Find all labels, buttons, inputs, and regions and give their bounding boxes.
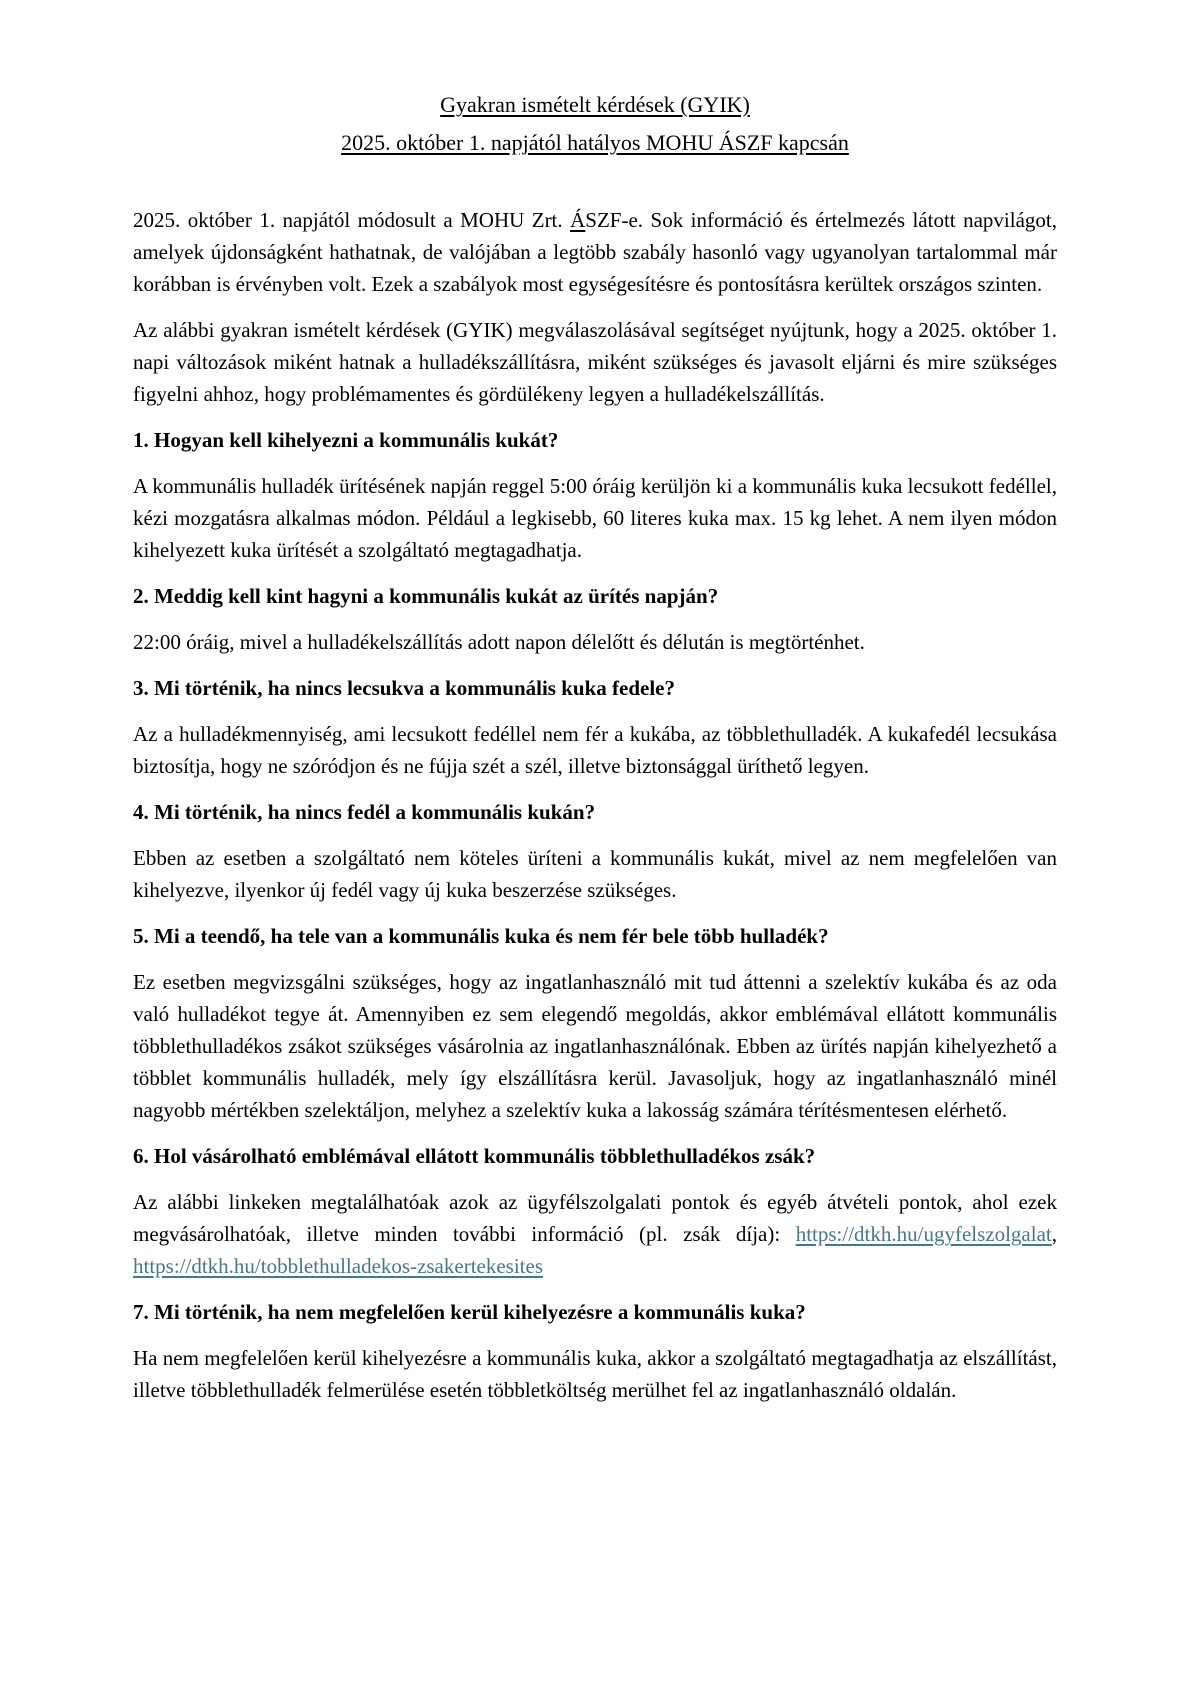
faq-answer-2: 22:00 óráig, mivel a hulladékelszállítás adott napon délelőtt és délután is megtörténhet. [133,630,865,654]
intro-p1-pre: 2025. október 1. napjától módosult a MOHU Zrt. [133,208,571,232]
faq-answer-6-separator: , [1051,1222,1057,1246]
faq-question-1: 1. Hogyan kell kihelyezni a kommunális kukát? [133,428,559,452]
intro-paragraph-1 [133,204,1057,300]
link-zsakertekesites[interactable]: https://dtkh.hu/tobblethulladekos-zsakertekesites [133,1254,544,1278]
faq-answer-4: Ebben az esetben a szolgáltató nem köteles üríteni a kommunális kukát, mivel az nem megfelelően van kihelyezve, ilyenkor új fedél vagy új kuka beszerzése szükséges. [133,846,1057,902]
intro-p1-post: SZF-e. Sok információ és értelmezés látott napvilágot, amelyek újdonságként hathatnak, de valójában a legtöbb szabály hasonló vagy ugyanolyan tartalommal már korábban is érvényben volt. Ezek a szabályok most egységesítésre és pontosításra kerültek országos szinten. [133,208,1057,296]
faq-question-3: 3. Mi történik, ha nincs lecsukva a kommunális kuka fedele? [133,676,675,700]
faq-question-6: 6. Hol vásárolható emblémával ellátott kommunális többlethulladékos zsák? [133,1144,816,1168]
faq-answer-6 [133,1186,1057,1282]
faq-answer-3: Az a hulladékmennyiség, ami lecsukott fedéllel nem fér a kukába, az többlethulladék. A kukafedél lecsukása biztosítja, hogy ne szóródjon és ne fújja szét a szél, illetve biztonsággal üríthető legyen. [133,722,1057,778]
link-ugyfelszolgalat[interactable]: https://dtkh.hu/ugyfelszolgalat [795,1222,1052,1246]
faq-question-5: 5. Mi a teendő, ha tele van a kommunális kuka és nem fér bele több hulladék? [133,924,829,948]
faq-answer-7: Ha nem megfelelően kerül kihelyezésre a kommunális kuka, akkor a szolgáltató megtagadhatja az elszállítást, illetve többlethulladék felmerülése esetén többletköltség merülhet fel az ingatlanhasználó oldalán. [133,1346,1057,1402]
intro-paragraph-2: Az alábbi gyakran ismételt kérdések (GYIK) megválaszolásával segítséget nyújtunk, hogy a 2025. október 1. napi változások miként hatnak a hulladékszállításra, miként szükséges és javasolt eljárni és mire szükséges figyelni ahhoz, hogy problémamentes és gördülékeny legyen a hulladékelszállítás. [133,318,1057,406]
intro-p1-underlined-char: Á [570,208,586,232]
faq-question-4: 4. Mi történik, ha nincs fedél a kommunális kukán? [133,800,596,824]
title-line-2: 2025. október 1. napjától hatályos MOHU ÁSZF kapcsán [341,130,849,155]
faq-question-2: 2. Meddig kell kint hagyni a kommunális kukát az ürítés napján? [133,584,719,608]
faq-answer-1: A kommunális hulladék ürítésének napján reggel 5:00 óráig kerüljön ki a kommunális kuka lecsukott fedéllel, kézi mozgatásra alkalmas módon. Például a legkisebb, 60 literes kuka max. 15 kg lehet. A nem ilyen módon kihelyezett kuka ürítését a szolgáltató megtagadhatja. [133,474,1057,562]
faq-question-7: 7. Mi történik, ha nem megfelelően kerül kihelyezésre a kommunális kuka? [133,1300,806,1324]
document-title [133,86,1057,162]
faq-answer-6-text: Az alábbi linkeken megtalálhatóak azok az ügyfélszolgalati pontok és egyéb átvételi pontok, ahol ezek megvásárolhatóak, illetve minden további információ (pl. zsák díja): [133,1190,1057,1246]
title-line-1: Gyakran ismételt kérdések (GYIK) [440,92,750,117]
faq-answer-5: Ez esetben megvizsgálni szükséges, hogy az ingatlanhasználó mit tud áttenni a szelektív kukába és az oda való hulladékot tegye át. Amennyiben ez sem elegendő megoldás, akkor emblémával ellátott kommunális többlethulladékos zsákot szükséges vásárolnia az ingatlanhasználónak. Ebben az ürítés napján kihelyezhető a többlet kommunális hulladék, mely így elszállításra kerül. Javasoljuk, hogy az ingatlanhasználó minél nagyobb mértékben szelektáljon, melyhez a szelektív kuka a lakosság számára térítésmentesen elérhető. [133,970,1057,1122]
